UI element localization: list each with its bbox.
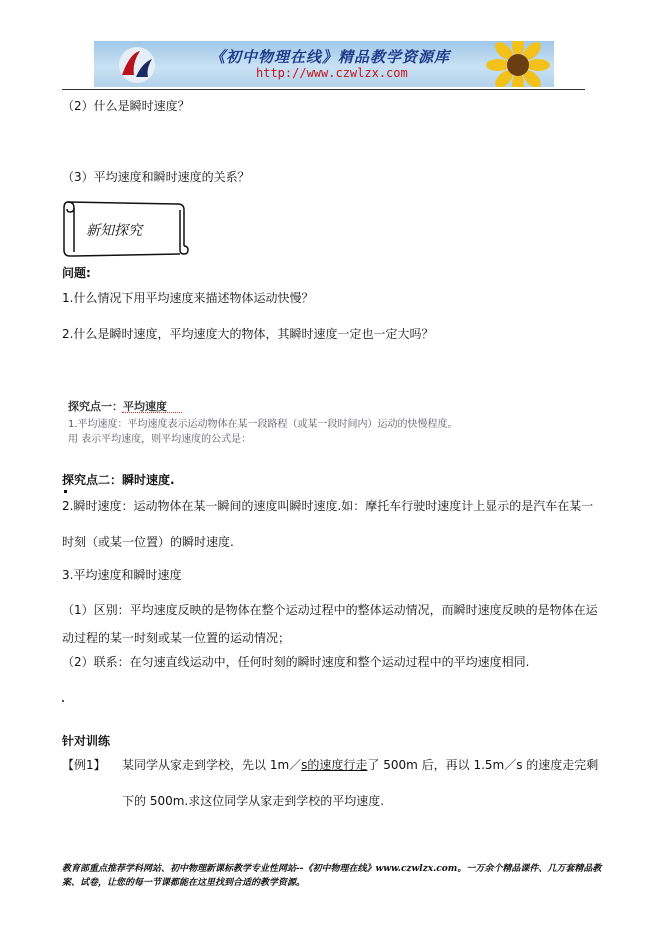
question-1: 1.什么情况下用平均速度来描述物体运动快慢？ (62, 291, 314, 305)
section2-link: （2）联系：在匀速直线运动中，任何时刻的瞬时速度和整个运动过程中的平均速度相同. (62, 655, 530, 669)
sunflower-image (480, 41, 554, 87)
review-question-2: （2）什么是瞬时速度？ (62, 99, 190, 113)
section2-p2-line2: 时刻（或某一位置）的瞬时速度. (62, 535, 234, 549)
section2-mark (64, 490, 67, 493)
section2-diff-line2: 动过程的某一时刻或某一位置的运动情况； (62, 631, 291, 645)
banner-url: http://www.czwlzx.com (256, 66, 408, 80)
section2-p3: 3.平均速度和瞬时速度 (62, 568, 182, 582)
image-line-3: 用 表示平均速度，则平均速度的公式是： (68, 434, 252, 445)
example-line-1a: 某同学从家走到学校，先以 1m／ (122, 758, 302, 772)
example-line-1 (122, 758, 598, 772)
questions-heading: 问题: (62, 266, 91, 280)
header-banner (94, 41, 554, 87)
image-underline (122, 412, 182, 413)
banner-title: 《初中物理在线》精品教学资源库 (210, 48, 451, 66)
embedded-image-average-speed (62, 390, 482, 448)
header-rule (62, 89, 585, 90)
image-line-1: 探究点一：平均速度 (68, 400, 167, 413)
section2-heading: 探究点二：瞬时速度. (62, 473, 175, 487)
example-line-1c: 了 500m 后，再以 1.5m／s 的速度走完剩 (367, 758, 599, 772)
example-tag: 【例1】 (62, 758, 106, 772)
scroll-label: 新知探究 (86, 223, 142, 239)
dot-mark (62, 700, 64, 702)
section2-p2-line1: 2.瞬时速度：运动物体在某一瞬间的速度叫瞬时速度.如：摩托车行驶时速度计上显示的是汽车在某一 (62, 499, 594, 513)
footer-note: 教育部重点推荐学科网站、初中物理新课标教学专业性网站--《初中物理在线》www.czwlzx.com。一万余个精品课件、几万套精品教案、试卷，让您的每一节课都能在这里找到合适的教学资源。 (62, 864, 602, 888)
example-line-2: 下的 500m.求这位同学从家走到学校的平均速度. (122, 794, 385, 808)
question-2: 2.什么是瞬时速度，平均速度大的物体，其瞬时速度一定也一定大吗？ (62, 327, 434, 341)
image-line-2: 1.平均速度：平均速度表示运动物体在某一段路程（或某一段时间内）运动的快慢程度。 (68, 419, 458, 430)
site-logo (112, 45, 162, 85)
review-question-3: （3）平均速度和瞬时速度的关系？ (62, 170, 250, 184)
section2-diff-line1: （1）区别：平均速度反映的是物体在整个运动过程中的整体运动情况，而瞬时速度反映的是物体在运 (62, 603, 598, 617)
example-line-1b: s的速度行走 (301, 758, 368, 772)
practice-heading: 针对训练 (62, 734, 111, 748)
